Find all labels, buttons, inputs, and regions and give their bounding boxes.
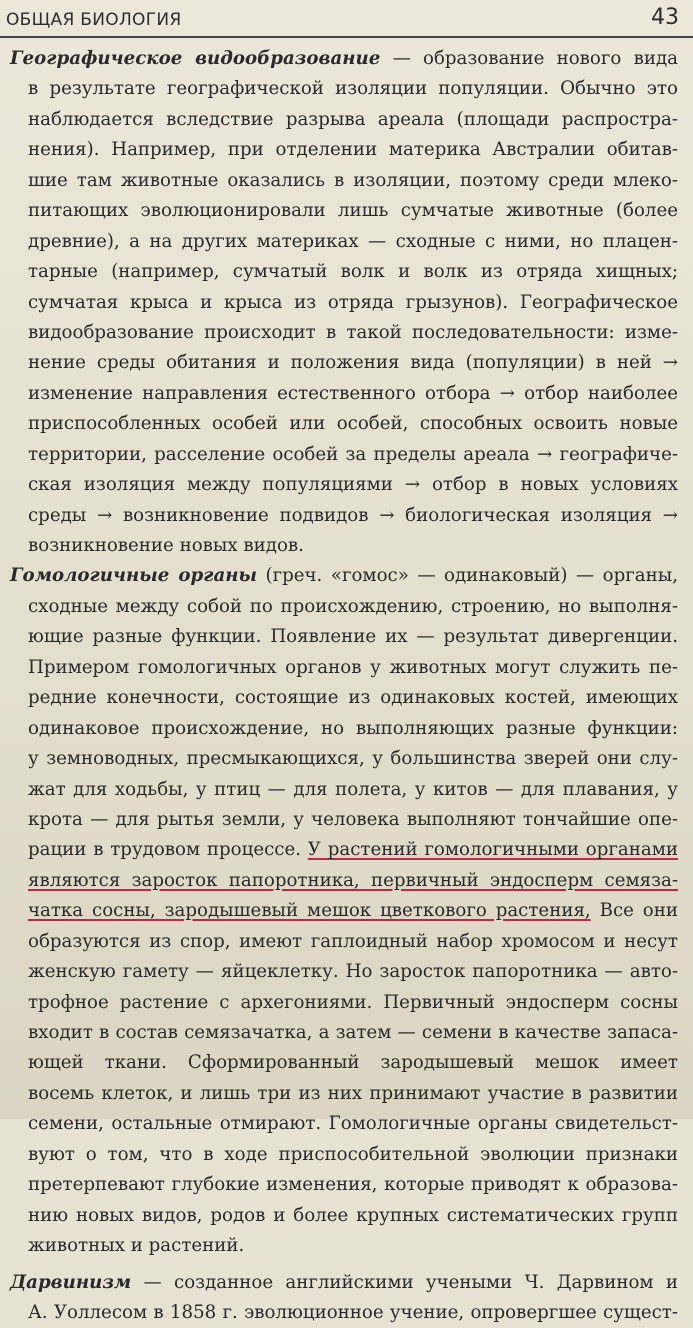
text-line: нение среды обитания и положения вида (популяции) в ней → (0, 348, 678, 378)
underlined-text: У растений гомологичными органами (308, 839, 678, 860)
text-line: женскую гамету — яйцеклетку. Но заросток папоротника — авто- (0, 957, 678, 987)
text-line: Гомологичные органы (греч. «гомос» — одинаковый) — органы, (0, 561, 678, 591)
text-line: среды → возникновение подвидов → биологическая изоляция → (0, 501, 678, 531)
text-line: изменение направления естественного отбора → отбор наиболее (0, 379, 678, 409)
text-line: Географическое видообразование — образование нового вида (0, 44, 678, 74)
text-line: чатка сосны, зародышевый мешок цветкового растения, Все они (0, 896, 678, 926)
text-line: семени, остальные отмирают. Гомологичные органы свидетельст- (0, 1109, 678, 1139)
text-line: восемь клеток, и лишь три из них принимают участие в развитии (0, 1079, 678, 1109)
text-line: нию новых видов, родов и более крупных систематических групп (0, 1201, 678, 1231)
text-line: древние), а на других материках — сходные с ними, но плацен- (0, 227, 678, 257)
text-line: редние конечности, состоящие из одинаковых костей, имеющих (0, 683, 678, 713)
text-line: у земноводных, пресмыкающихся, у большинства зверей они слу- (0, 744, 678, 774)
entry-geographic-speciation (0, 44, 678, 561)
text-line: А. Уоллесом в 1858 г. эволюционное учение, опровергшее сущест- (0, 1298, 678, 1328)
text-line: шие там животные оказались в изоляции, поэтому среди млеко- (0, 166, 678, 196)
text-line: одинаковое происхождение, но выполняющих разные функции: (0, 714, 678, 744)
text-line: тарные (например, сумчатый волк и волк из отряда хищных; (0, 257, 678, 287)
section-title: ОБЩАЯ БИОЛОГИЯ (6, 10, 182, 30)
text-line: жат для ходьбы, у птиц — для полета, у китов — для плавания, у (0, 775, 678, 805)
entry-homologous-organs (0, 561, 678, 1261)
text-line: трофное растение с архегониями. Первичный эндосперм сосны (0, 988, 678, 1018)
text-line: в результате географической изоляции популяции. Обычно это (0, 74, 678, 104)
text-line: питающих эволюционировали лишь сумчатые животные (более (0, 196, 678, 226)
text-line: сумчатая крыса и крыса из отряда грызунов). Географическое (0, 288, 678, 318)
text-line: рации в трудовом процессе. У растений гомологичными органами (0, 835, 678, 865)
page-content (0, 44, 678, 1328)
underlined-text: являются заросток папоротника, первичный эндосперм семяза- (28, 870, 678, 891)
text-line: территории, расселение особей за пределы ареала → географиче- (0, 440, 678, 470)
text-line: наблюдается вследствие разрыва ареала (площади распростра- (0, 105, 678, 135)
entry-term: Дарвинизм (10, 1272, 131, 1293)
text-line: ющие разные функции. Появление их — результат дивергенции. (0, 622, 678, 652)
underlined-text: чатка сосны, зародышевый мешок цветкового растения, (28, 900, 591, 921)
text-line: возникновение новых видов. (0, 531, 678, 561)
entry-term: Гомологичные органы (10, 565, 257, 586)
text-line: Примером гомологичных органов у животных могут служить пе- (0, 653, 678, 683)
text-line: Дарвинизм — созданное английскими учеными Ч. Дарвином и (0, 1268, 678, 1298)
text-line: образуются из спор, имеют гаплоидный набор хромосом и несут (0, 927, 678, 957)
text-line: приспособленных особей или особей, способных освоить новые (0, 409, 678, 439)
text-line: животных и растений. (0, 1231, 678, 1261)
text-line (0, 866, 678, 896)
text-line: ская изоляция между популяциями → отбор в новых условиях (0, 470, 678, 500)
entry-darwinism (0, 1268, 678, 1328)
text-line: ющей ткани. Сформированный зародышевый мешок имеет (0, 1048, 678, 1078)
page-header (0, 0, 693, 38)
text-line: вуют о том, что в ходе приспособительной эволюции признаки (0, 1140, 678, 1170)
text-line: входит в состав семязачатка, а затем — семени в качестве запаса- (0, 1018, 678, 1048)
text-line: видообразование происходит в такой последовательности: изме- (0, 318, 678, 348)
text-line: претерпевают глубокие изменения, которые приводят к образова- (0, 1170, 678, 1200)
text-line: сходные между собой по происхождению, строению, но выполня- (0, 592, 678, 622)
text-line: нения). Например, при отделении материка Австралии обитав- (0, 135, 678, 165)
text-line: крота — для рытья земли, у человека выполняют тончайшие опе- (0, 805, 678, 835)
page-number: 43 (651, 5, 679, 30)
entry-term: Географическое видообразование (10, 48, 380, 69)
